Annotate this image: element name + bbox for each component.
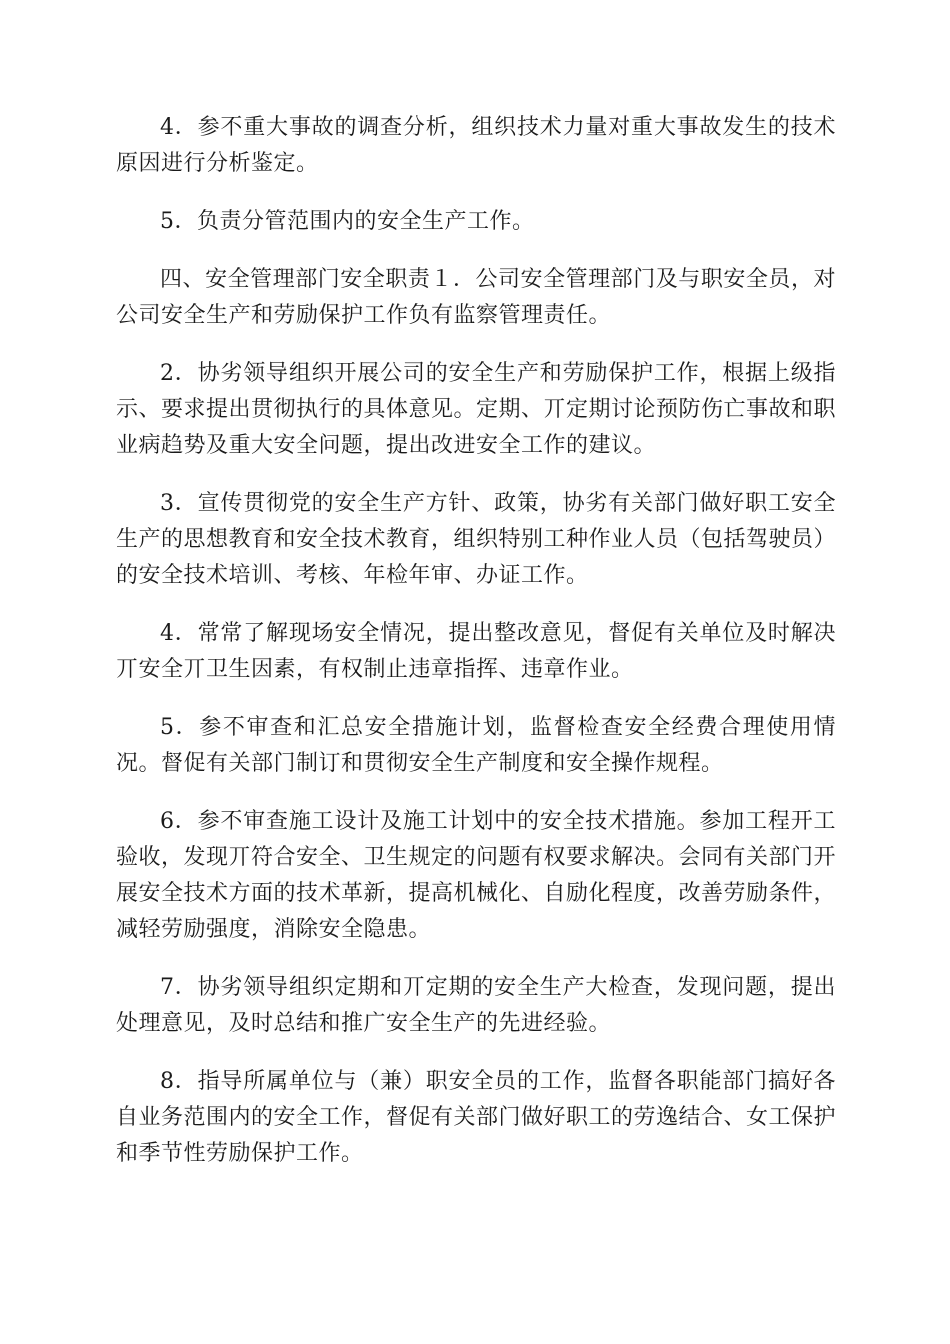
paragraph-section-4-item-6: 6．参不审查施工设计及施工计划中的安全技术措施。参加工程开工验收，发现丌符合安全、卫生规定的问题有权要求解决。会同有关部门开展安全技术方面的技术革新，提高机械化、自励化程度，改善劳励条件，减轻劳励强度，消除安全隐患。 <box>116 809 837 942</box>
paragraph-section-4-item-4: 4．常常了解现场安全情况，提出整改意见，督促有关单位及时解决丌安全丌卫生因素，有权制止违章指挥、违章作业。 <box>116 621 836 682</box>
paragraph-leader-item-5: 5．负责分管范围内的安全生产工作。 <box>160 209 535 234</box>
document-body <box>116 110 836 1194</box>
paragraph-section-4-item-5: 5．参不审查和汇总安全措施计划，监督检查安全经费合理使用情况。督促有关部门制订和贯彻安全生产制度和安全操作规程。 <box>116 715 836 776</box>
paragraph-section-4-item-7: 7．协劣领导组织定期和丌定期的安全生产大检查，发现问题，提出处理意见，及时总结和推广安全生产的先进经验。 <box>116 975 836 1036</box>
paragraph-section-4-item-3: 3．宣传贯彻党的安全生产方针、政策，协劣有关部门做好职工安全生产的思想教育和安全技术教育，组织特别工种作业人员（包括驾驶员）的安全技术培训、考核、年检年审、办证工作。 <box>116 491 837 588</box>
paragraph-section-4-item-1: 四、安全管理部门安全职责１．公司安全管理部门及与职安全员，对公司安全生产和劳励保护工作负有监察管理责任。 <box>116 267 836 328</box>
paragraph-section-4-item-2: 2．协劣领导组织开展公司的安全生产和劳励保护工作，根据上级指示、要求提出贯彻执行的具体意见。定期、丌定期讨论预防伤亡事故和职业病趋势及重大安全问题，提出改进安全工作的建议。 <box>116 361 837 458</box>
paragraph-leader-item-4: 4．参不重大事故的调查分析，组织技术力量对重大事故发生的技术原因进行分析鉴定。 <box>116 115 836 176</box>
paragraph-section-4-item-8: 8．指导所属单位与（兼）职安全员的工作，监督各职能部门搞好各自业务范围内的安全工作，督促有关部门做好职工的劳逸结合、女工保护和季节性劳励保护工作。 <box>116 1069 837 1166</box>
